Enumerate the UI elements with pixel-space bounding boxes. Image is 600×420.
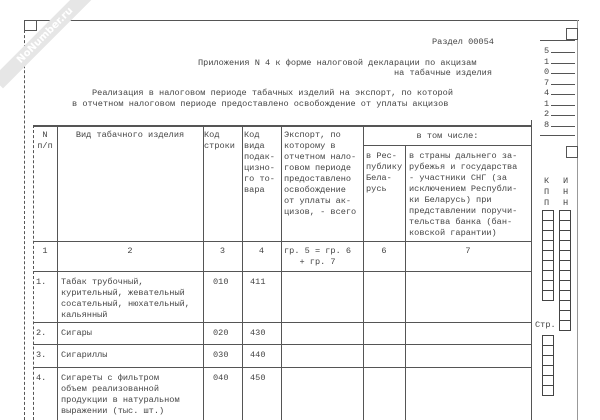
side-digit-line bbox=[551, 84, 575, 85]
header-bottom bbox=[33, 241, 531, 242]
col-line bbox=[242, 125, 243, 420]
col-line bbox=[405, 145, 406, 420]
side-digit: 1 bbox=[544, 56, 550, 67]
row-subcode: 440 bbox=[250, 350, 266, 360]
header-export: Экспорт, по которому в отчетном нало- говом периоде предоставлено освобождение от уплаты ак- цизов, - всего bbox=[284, 130, 357, 217]
table-top bbox=[33, 125, 531, 127]
digit-cell[interactable] bbox=[543, 336, 553, 346]
colnum: 4 bbox=[258, 246, 265, 256]
page-label: Стр. bbox=[535, 320, 556, 330]
side-digit-line bbox=[551, 73, 575, 74]
digit-cell[interactable] bbox=[560, 281, 570, 291]
digit-cell[interactable] bbox=[543, 241, 553, 251]
colnum: 2 bbox=[127, 246, 133, 256]
digit-cell[interactable] bbox=[560, 221, 570, 231]
header-including: в том числе: bbox=[416, 131, 479, 141]
side-line bbox=[540, 135, 575, 136]
row-subcode: 430 bbox=[250, 328, 266, 338]
kpp-label: К П П bbox=[544, 176, 550, 208]
col-line bbox=[33, 125, 34, 420]
digit-cell[interactable] bbox=[543, 231, 553, 241]
header-n: N п/п bbox=[37, 130, 53, 151]
section-code: Раздел 00054 bbox=[432, 37, 494, 47]
row-subcode: 411 bbox=[250, 277, 266, 287]
digit-cell[interactable] bbox=[543, 376, 553, 386]
row-subcode: 450 bbox=[250, 373, 266, 383]
side-digit-line bbox=[551, 115, 575, 116]
side-digit: 4 bbox=[544, 88, 550, 98]
col-line bbox=[57, 125, 58, 420]
row-number: 2. bbox=[36, 328, 47, 338]
row-kind: Сигареты с фильтром объем реализованной продукции в натуральном выражении (тыс. шт.) bbox=[61, 373, 180, 416]
row-code: 040 bbox=[213, 373, 229, 383]
row-line bbox=[33, 271, 531, 272]
digit-cell[interactable] bbox=[560, 271, 570, 281]
row-line bbox=[33, 322, 531, 323]
row-kind: Сигары bbox=[61, 328, 92, 338]
row-kind: Сигариллы bbox=[61, 350, 108, 360]
row-line bbox=[33, 344, 531, 345]
header-kind: Вид табачного изделия bbox=[75, 130, 185, 140]
digit-cell[interactable] bbox=[543, 281, 553, 291]
side-digit-line bbox=[551, 63, 575, 64]
row-number: 4. bbox=[36, 373, 47, 383]
digit-cell[interactable] bbox=[543, 386, 553, 395]
colnum: 1 bbox=[42, 246, 48, 256]
digit-cell[interactable] bbox=[560, 291, 570, 301]
title-line-2: в отчетном налоговом периоде предоставлено освобождение от уплаты акцизов bbox=[72, 99, 449, 109]
kpp-cells[interactable] bbox=[542, 210, 554, 301]
row-code: 010 bbox=[213, 277, 229, 287]
header-other-countries: в страны дальнего за- рубежья и государства - участники СНГ (за исключением Республи- ки Беларусь) при представлении поручи- тельства банка (бан- ковской гарантии) bbox=[409, 151, 518, 238]
inn-cells[interactable] bbox=[559, 210, 571, 331]
digit-cell[interactable] bbox=[560, 251, 570, 261]
appendix-line-1: Приложения N 4 к форме налоговой декларации по акцизам bbox=[198, 58, 477, 68]
side-digit: 8 bbox=[544, 119, 550, 130]
frame-right bbox=[577, 20, 578, 420]
frame-top bbox=[24, 20, 579, 21]
watermark: NoNumber.ru bbox=[0, 0, 98, 88]
colnum: 7 bbox=[465, 246, 471, 256]
digit-cell[interactable] bbox=[560, 261, 570, 271]
digit-cell[interactable] bbox=[543, 251, 553, 261]
side-digit-line bbox=[551, 94, 575, 95]
digit-cell[interactable] bbox=[543, 211, 553, 221]
header-belarus: в Рес- публику Бела- русь bbox=[366, 151, 403, 194]
row-line bbox=[33, 367, 531, 368]
header-code: Код строки bbox=[204, 130, 235, 151]
digit-cell[interactable] bbox=[560, 321, 570, 330]
col-line bbox=[203, 125, 204, 420]
title-line-1: Реализация в налоговом периоде табачных изделий на экспорт, по которой bbox=[92, 88, 453, 98]
side-digit-line bbox=[551, 105, 575, 106]
colnum: гр. 5 = гр. 6 + гр. 7 bbox=[284, 246, 352, 267]
side-digit: 1 bbox=[544, 98, 550, 109]
side-digit-line bbox=[551, 52, 575, 53]
digit-cell[interactable] bbox=[543, 366, 553, 376]
side-digit: 5 bbox=[544, 46, 550, 56]
digit-cell[interactable] bbox=[543, 261, 553, 271]
row-code: 030 bbox=[213, 350, 229, 360]
row-number: 3. bbox=[36, 350, 47, 360]
digit-cell[interactable] bbox=[560, 241, 570, 251]
side-digit-line bbox=[551, 126, 575, 127]
side-digit: 7 bbox=[544, 77, 550, 88]
digit-cell[interactable] bbox=[560, 211, 570, 221]
frame-left bbox=[24, 20, 25, 420]
digit-cell[interactable] bbox=[543, 271, 553, 281]
digit-cell[interactable] bbox=[543, 221, 553, 231]
digit-cell[interactable] bbox=[543, 346, 553, 356]
digit-cell[interactable] bbox=[560, 301, 570, 311]
row-number: 1. bbox=[36, 277, 47, 287]
digit-cell[interactable] bbox=[543, 291, 553, 300]
appendix-line-2: на табачные изделия bbox=[394, 68, 492, 78]
row-code: 020 bbox=[213, 328, 229, 338]
corner-marker bbox=[24, 20, 37, 31]
page-number-cells[interactable] bbox=[542, 335, 554, 396]
colnum: 6 bbox=[381, 246, 387, 256]
corner-marker-right bbox=[566, 28, 578, 40]
col-line bbox=[363, 125, 364, 420]
digit-cell[interactable] bbox=[560, 231, 570, 241]
row-kind: Табак трубочный, курительный, жевательный сосательный, нюхательный, кальянный bbox=[61, 277, 190, 320]
header-subcode: Код вида подак- цизно- го то- вара bbox=[244, 130, 275, 195]
side-digit: 2 bbox=[544, 109, 550, 119]
inn-label: И Н Н bbox=[563, 176, 569, 208]
subheader-line bbox=[363, 145, 531, 146]
side-digit: 0 bbox=[544, 67, 550, 77]
digit-cell[interactable] bbox=[543, 356, 553, 366]
digit-cell[interactable] bbox=[560, 311, 570, 321]
marker-square bbox=[566, 146, 578, 158]
side-line bbox=[540, 40, 575, 41]
col-line bbox=[281, 125, 282, 420]
colnum: 3 bbox=[219, 246, 226, 256]
col-line bbox=[531, 120, 532, 420]
